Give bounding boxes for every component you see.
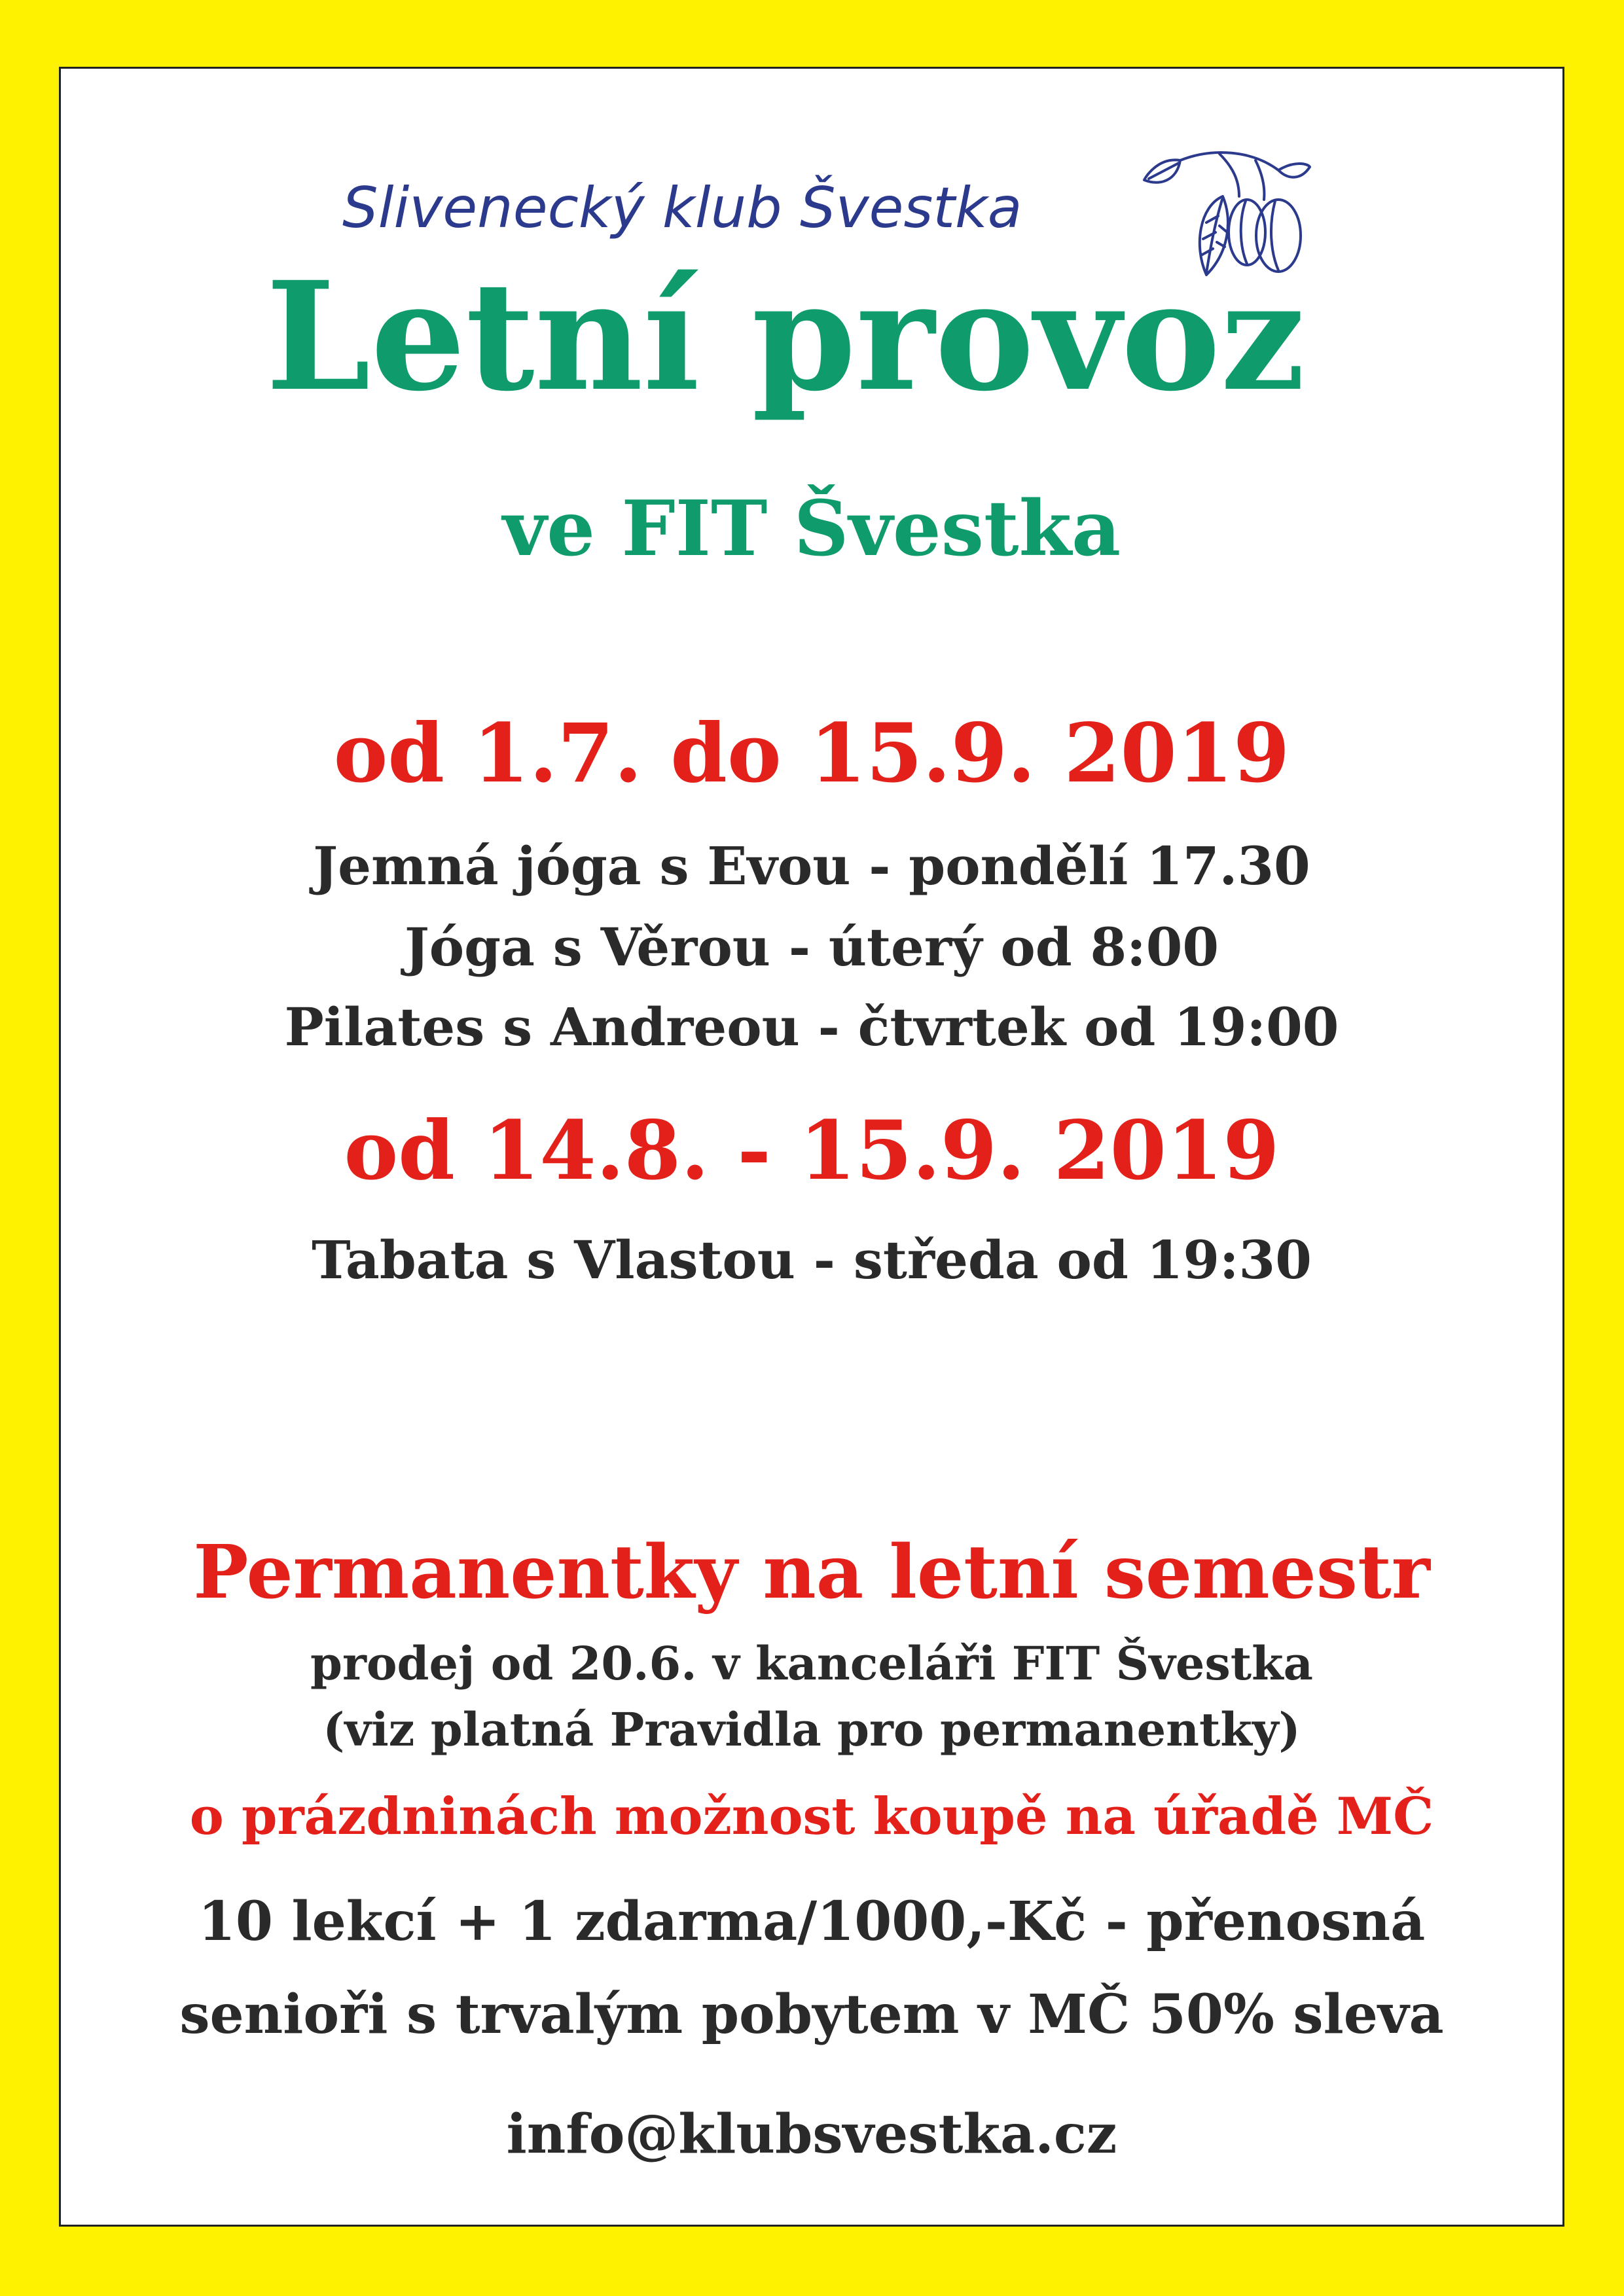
schedule-item: Pilates s Andreou - čtvrtek od 19:00 xyxy=(284,996,1339,1058)
page-title: Letní provoz xyxy=(265,249,1306,424)
period-range-2: od 14.8. - 15.9. 2019 xyxy=(344,1103,1280,1198)
passes-senior-discount: senioři s trvalým pobytem v MČ 50% sleva xyxy=(179,1983,1444,2046)
club-name: Slivenecký klub Švestka xyxy=(342,175,1022,241)
poster-sheet xyxy=(59,67,1564,2227)
passes-heading: Permanentky na letní semestr xyxy=(193,1530,1430,1615)
schedule-item: Jóga s Věrou - úterý od 8:00 xyxy=(404,916,1219,978)
passes-rules-note: (viz platná Pravidla pro permanentky) xyxy=(323,1702,1301,1757)
schedule-item: Tabata s Vlastou - středa od 19:30 xyxy=(312,1229,1312,1291)
schedule-item: Jemná jóga s Evou - pondělí 17.30 xyxy=(313,835,1310,897)
passes-holiday-note: o prázdninách možnost koupě na úřadě MČ xyxy=(189,1787,1434,1846)
passes-sale-info: prodej od 20.6. v kanceláři FIT Švestka xyxy=(310,1636,1313,1691)
period-range-1: od 1.7. do 15.9. 2019 xyxy=(333,706,1290,801)
passes-price-info: 10 lekcí + 1 zdarma/1000,-Kč - přenosná xyxy=(198,1890,1426,1953)
page-subtitle: ve FIT Švestka xyxy=(502,484,1121,573)
contact-email[interactable]: info@klubsvestka.cz xyxy=(506,2103,1117,2166)
